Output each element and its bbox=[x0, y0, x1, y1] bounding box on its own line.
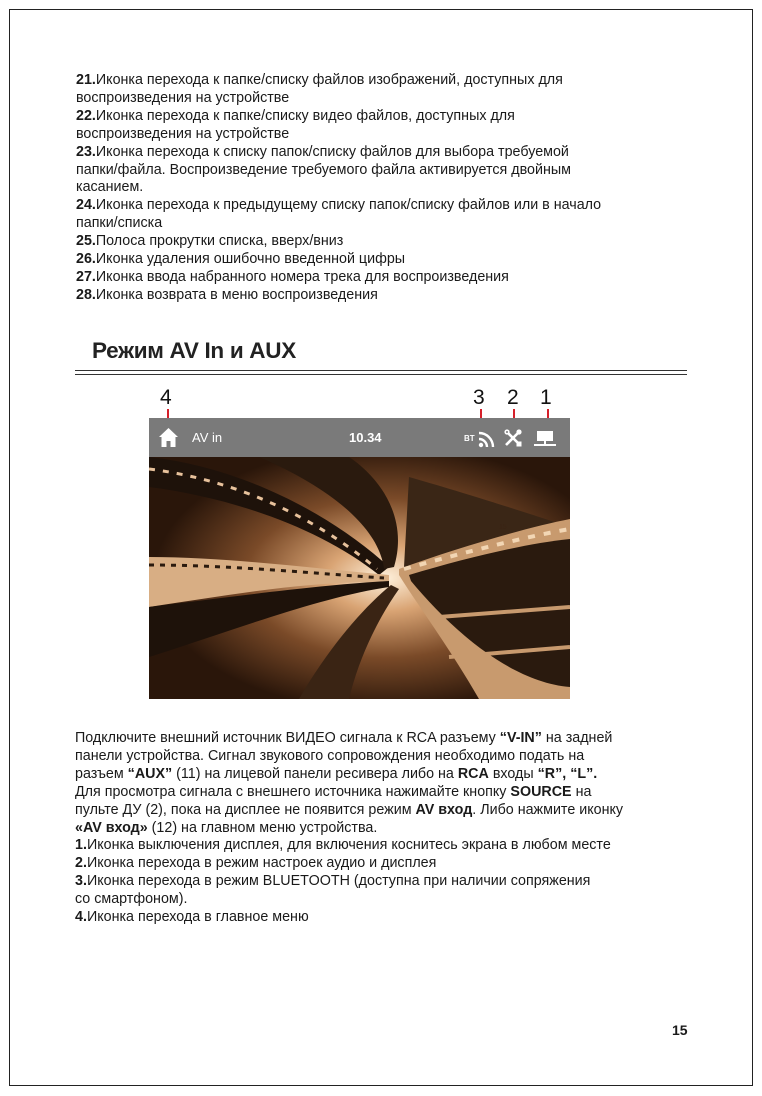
mode-label: AV in bbox=[192, 430, 223, 445]
item-number: 27. bbox=[76, 268, 96, 285]
list-item-cont: воспроизведения на устройстве bbox=[76, 125, 290, 142]
text-run-bold: “V-IN” bbox=[499, 730, 542, 746]
item-text: Полоса прокрутки списка, вверх/вниз bbox=[95, 233, 344, 250]
paragraph-line bbox=[75, 820, 695, 838]
text-run: на bbox=[571, 783, 592, 800]
item-number: 28. bbox=[76, 286, 96, 303]
list-item bbox=[76, 144, 696, 162]
section-heading: Режим AV In и AUX bbox=[92, 338, 296, 363]
paragraph-line bbox=[75, 784, 695, 802]
heading-rule bbox=[75, 370, 687, 371]
text-run: (11) на лицевой панели ресивера либо на bbox=[172, 765, 458, 782]
text-run-bold: «AV вход» bbox=[75, 819, 148, 836]
legend-item-cont: со смартфоном). bbox=[75, 891, 188, 908]
bluetooth-icon[interactable] bbox=[478, 430, 496, 448]
list-item bbox=[76, 197, 696, 215]
text-run: . Либо нажмите иконку bbox=[472, 801, 624, 818]
bt-label: BT bbox=[464, 434, 475, 443]
legend-item bbox=[75, 909, 695, 927]
list-item-cont: папки/списка bbox=[76, 215, 163, 232]
item-text: Иконка перехода в главное меню bbox=[86, 909, 309, 926]
item-number: 24. bbox=[76, 197, 96, 214]
item-text: Иконка возврата в меню воспроизведения bbox=[95, 286, 378, 303]
device-screen bbox=[149, 418, 570, 699]
list-item-cont: касанием. bbox=[76, 179, 144, 196]
list-item bbox=[76, 233, 696, 251]
item-text: Иконка перехода к списку папок/списку файлов для выбора требуемой bbox=[95, 143, 569, 160]
item-text: Иконка выключения дисплея, для включения коснитесь экрана в любом месте bbox=[86, 837, 611, 854]
text-run-bold: “R”, “L”. bbox=[537, 765, 598, 782]
item-number: 26. bbox=[76, 251, 96, 268]
callout-4: 4 bbox=[160, 386, 172, 409]
text-run: пульте ДУ (2), пока на дисплее не появится режим bbox=[75, 801, 416, 818]
text-run: разъем bbox=[75, 765, 128, 782]
list-item bbox=[76, 287, 696, 305]
list-item bbox=[76, 72, 696, 90]
item-number: 21. bbox=[76, 72, 96, 88]
item-number: 2. bbox=[75, 855, 87, 872]
text-run: Подключите внешний источник ВИДЕО сигнала к RCA разъему bbox=[75, 730, 500, 746]
paragraph-line: панели устройства. Сигнал звукового сопровождения необходимо подать на bbox=[75, 747, 585, 764]
paragraph-line bbox=[75, 730, 695, 748]
callout-1: 1 bbox=[540, 386, 552, 409]
text-run: (12) на главном меню устройства. bbox=[147, 819, 378, 836]
item-text: Иконка ввода набранного номера трека для воспроизведения bbox=[95, 268, 509, 285]
item-text: Иконка перехода в режим BLUETOOTH (доступна при наличии сопряжения bbox=[86, 873, 591, 890]
item-number: 4. bbox=[75, 909, 87, 926]
text-run: входы bbox=[488, 765, 538, 782]
filmstrip-tunnel-image bbox=[149, 457, 570, 699]
status-bar bbox=[149, 418, 570, 457]
text-run: Для просмотра сигнала с внешнего источника нажимайте кнопку bbox=[75, 783, 511, 800]
legend-item bbox=[75, 855, 695, 873]
display-off-icon[interactable] bbox=[534, 430, 556, 448]
list-item-cont: папки/файла. Воспроизведение требуемого файла активируется двойным bbox=[76, 161, 571, 178]
home-icon[interactable] bbox=[158, 427, 179, 448]
text-run: на задней bbox=[541, 730, 613, 746]
heading-rule bbox=[75, 374, 687, 375]
legend-item bbox=[75, 837, 695, 855]
list-item-cont: воспроизведения на устройстве bbox=[76, 89, 290, 106]
list-item bbox=[76, 269, 696, 287]
item-number: 23. bbox=[76, 143, 96, 160]
item-text: Иконка перехода к предыдущему списку папок/списку файлов или в начало bbox=[95, 197, 602, 214]
text-run-bold: “AUX” bbox=[127, 765, 173, 782]
callout-3: 3 bbox=[473, 386, 485, 409]
item-text: Иконка удаления ошибочно введенной цифры bbox=[95, 251, 406, 268]
film-frame-number: 15 bbox=[499, 524, 507, 531]
item-number: 3. bbox=[75, 873, 87, 890]
page-number: 15 bbox=[672, 1022, 688, 1038]
item-number: 22. bbox=[76, 107, 96, 124]
item-number: 25. bbox=[76, 233, 96, 250]
item-text: Иконка перехода к папке/списку файлов изображений, доступных для bbox=[95, 72, 563, 88]
list-item bbox=[76, 108, 696, 126]
callout-2: 2 bbox=[507, 386, 519, 409]
item-number: 1. bbox=[75, 837, 87, 854]
paragraph-line bbox=[75, 766, 695, 784]
item-text: Иконка перехода в режим настроек аудио и дисплея bbox=[86, 855, 437, 872]
settings-icon[interactable] bbox=[504, 429, 522, 447]
text-run-bold: SOURCE bbox=[510, 783, 572, 800]
legend-item bbox=[75, 873, 695, 891]
text-run-bold: AV вход bbox=[415, 801, 473, 818]
paragraph-line bbox=[75, 802, 695, 820]
description-text bbox=[75, 730, 695, 927]
text-run-bold: RCA bbox=[457, 765, 489, 782]
list-item bbox=[76, 251, 696, 269]
item-text: Иконка перехода к папке/списку видео файлов, доступных для bbox=[95, 107, 515, 124]
clock: 10.34 bbox=[349, 430, 382, 445]
icon-list bbox=[76, 72, 696, 305]
